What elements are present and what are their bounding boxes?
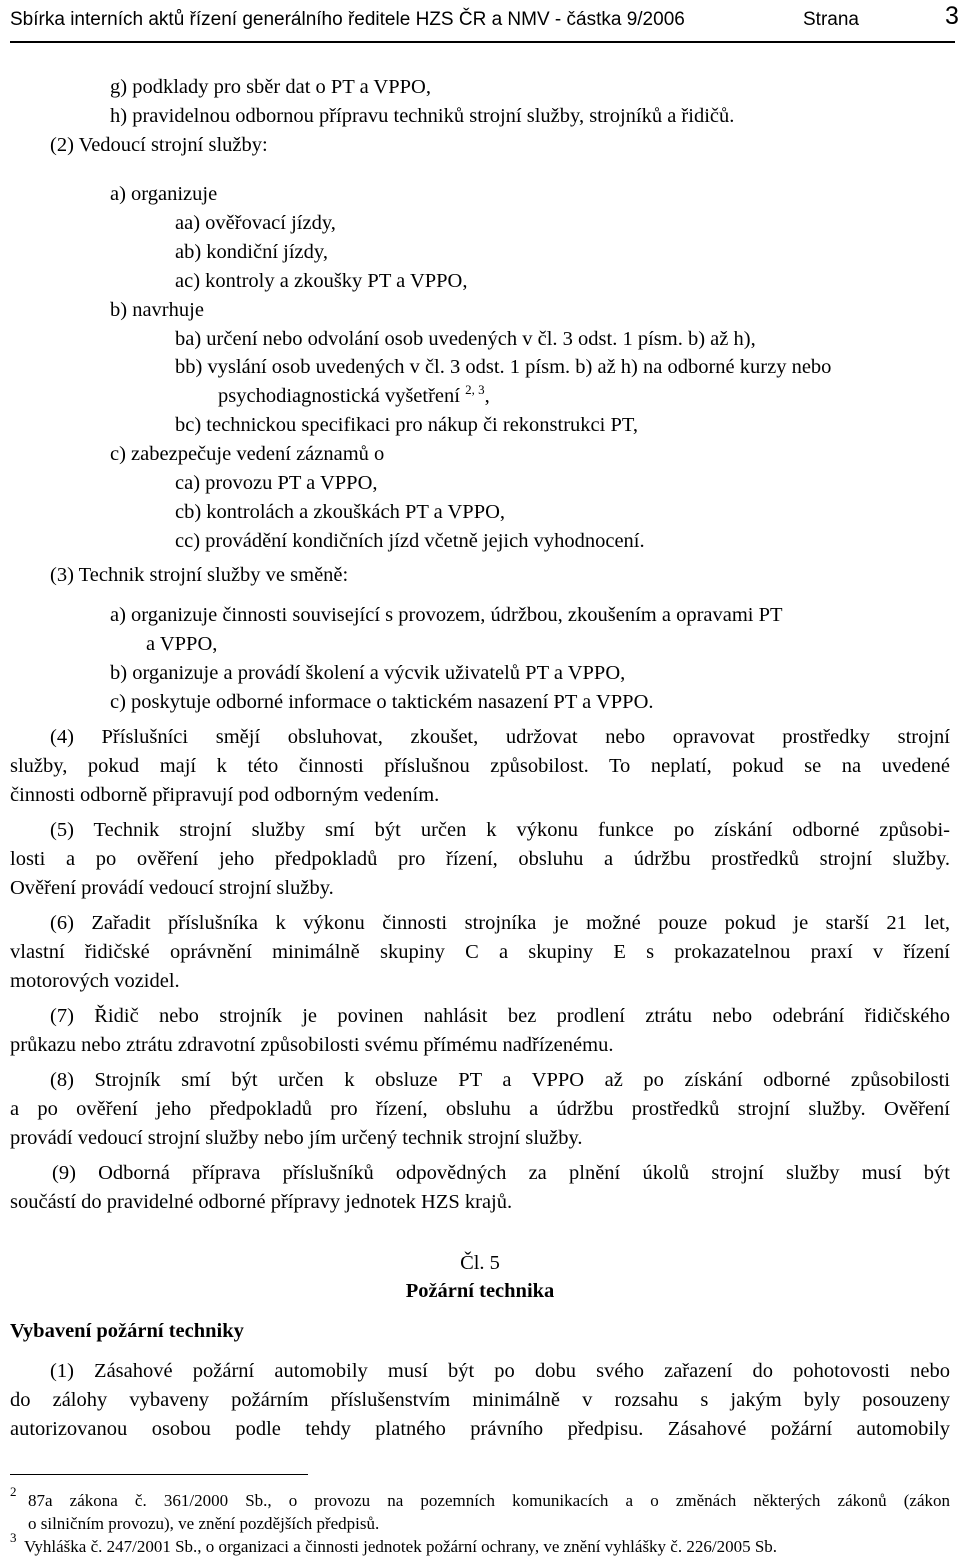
list-item-text: , [484,385,490,407]
paragraph-8-line: provádí vedoucí strojní služby nebo jím určený technik strojní služby. [10,1127,583,1149]
paragraph-heading: (2) Vedoucí strojní služby: [50,134,268,156]
footnote-number: 2 [10,1484,17,1499]
paragraph-5-line: (5) Technik strojní služby smí být určen k výkonu funkce po získání odborné způsobi- [50,819,950,841]
paragraph-5-line: Ověření provádí vedoucí strojní služby. [10,877,334,899]
list-item: aa) ověřovací jízdy, [175,212,336,234]
list-item: bc) technickou specifikaci pro nákup či rekonstrukci PT, [175,414,638,436]
paragraph-7-line: průkazu nebo ztrátu zdravotní způsobilosti svému přímému nadřízenému. [10,1034,614,1056]
section-heading: Vybavení požární techniky [10,1320,244,1342]
paragraph-4-line: činnosti odborně připravují pod odborným vedením. [10,784,440,806]
article-number: Čl. 5 [460,1252,500,1274]
list-item: cb) kontrolách a zkouškách PT a VPPO, [175,501,506,523]
footnote-text: Vyhláška č. 247/2001 Sb., o organizaci a činnosti jednotek požární ochrany, ve znění vyhlášky č. 226/2005 Sb. [24,1537,778,1556]
paragraph-6-line: vlastní řidičské oprávnění minimálně skupiny C a skupiny E s prokazatelnou praxí v řízení [10,941,950,963]
list-item: cc) provádění kondičních jízd včetně jejich vyhodnocení. [175,530,645,552]
paragraph-s1-line: do zálohy vybaveny požárním příslušenstvím minimálně v rozsahu s jakým byly posouzeny [10,1389,950,1411]
article-title: Požární technika [405,1280,555,1302]
list-item: h) pravidelnou odbornou přípravu techniků strojní služby, strojníků a řidičů. [110,105,735,127]
list-item: c) poskytuje odborné informace o taktickém nasazení PT a VPPO. [110,691,654,713]
list-item: b) organizuje a provádí školení a výcvik uživatelů PT a VPPO, [110,662,626,684]
list-item: g) podklady pro sběr dat o PT a VPPO, [110,76,431,98]
page-header [10,2,959,42]
list-item: ba) určení nebo odvolání osob uvedených v čl. 3 odst. 1 písm. b) až h), [175,328,756,350]
footnote-separator [10,1474,308,1475]
header-strana-label: Strana [803,9,859,30]
list-item: bb) vyslání osob uvedených v čl. 3 odst. 1 písm. b) až h) na odborné kurzy nebo [175,356,832,378]
list-item-continuation: a VPPO, [146,633,218,655]
paragraph-s1-line: autorizovanou osobou podle tehdy platného právního předpisu. Zásahové požární automobily [10,1418,950,1440]
footnote-reference: 2, 3 [465,382,485,398]
paragraph-5-line: losti a po ověření jeho předpokladů pro řízení, obsluhu a údržbu prostředků strojní služby. [10,848,950,870]
paragraph-4-line: služby, pokud mají k této činnosti příslušnou způsobilost. To neplatí, pokud se na uvedené [10,755,950,777]
paragraph-8-line: (8) Strojník smí být určen k obsluze PT a VPPO až po získání odborné způsobilosti [50,1069,950,1091]
list-item: ab) kondiční jízdy, [175,241,328,263]
page-number: 3 [945,2,959,30]
list-item: b) navrhuje [110,299,204,321]
list-item-text: psychodiagnostická vyšetření [218,385,460,407]
paragraph-9-line: (9) Odborná příprava příslušníků odpovědných za plnění úkolů strojní služby musí být [52,1162,950,1184]
paragraph-heading: (3) Technik strojní služby ve směně: [50,564,349,586]
paragraph-9-line: součástí do pravidelné odborné přípravy jednotek HZS krajů. [10,1191,513,1213]
footnote-text: o silničním provozu), ve znění pozdějších předpisů. [28,1514,380,1533]
list-item: a) organizuje [110,183,218,205]
paragraph-8-line: a po ověření jeho předpokladů pro řízení, obsluhu a údržbu prostředků strojní služby. Ověření [10,1098,950,1120]
paragraph-4-line: (4) Příslušníci smějí obsluhovat, zkoušet, udržovat nebo opravovat prostředky strojní [50,726,950,748]
paragraph-7-line: (7) Řidič nebo strojník je povinen nahlásit bez prodlení ztrátu nebo odebrání řidičského [50,1005,950,1027]
list-item: ac) kontroly a zkoušky PT a VPPO, [175,270,468,292]
header-title: Sbírka interních aktů řízení generálního ředitele HZS ČR a NMV - částka 9/2006 [10,9,685,30]
paragraph-s1-line: (1) Zásahové požární automobily musí být po dobu svého zařazení do pohotovosti nebo [50,1360,950,1382]
list-item: a) organizuje činnosti související s provozem, údržbou, zkoušením a opravami PT [110,604,783,626]
paragraph-6-line: motorových vozidel. [10,970,180,992]
footnote-text: 87a zákona č. 361/2000 Sb., o provozu na pozemních komunikacích a o změnách některých zákonů (zákon [28,1491,950,1510]
header-rule [10,41,955,43]
list-item-continuation [218,382,490,411]
paragraph-6-line: (6) Zařadit příslušníka k výkonu činnosti strojníka je možné pouze pokud je starší 21 let, [50,912,950,934]
list-item: c) zabezpečuje vedení záznamů o [110,443,385,465]
footnote-number: 3 [10,1530,17,1545]
list-item: ca) provozu PT a VPPO, [175,472,378,494]
